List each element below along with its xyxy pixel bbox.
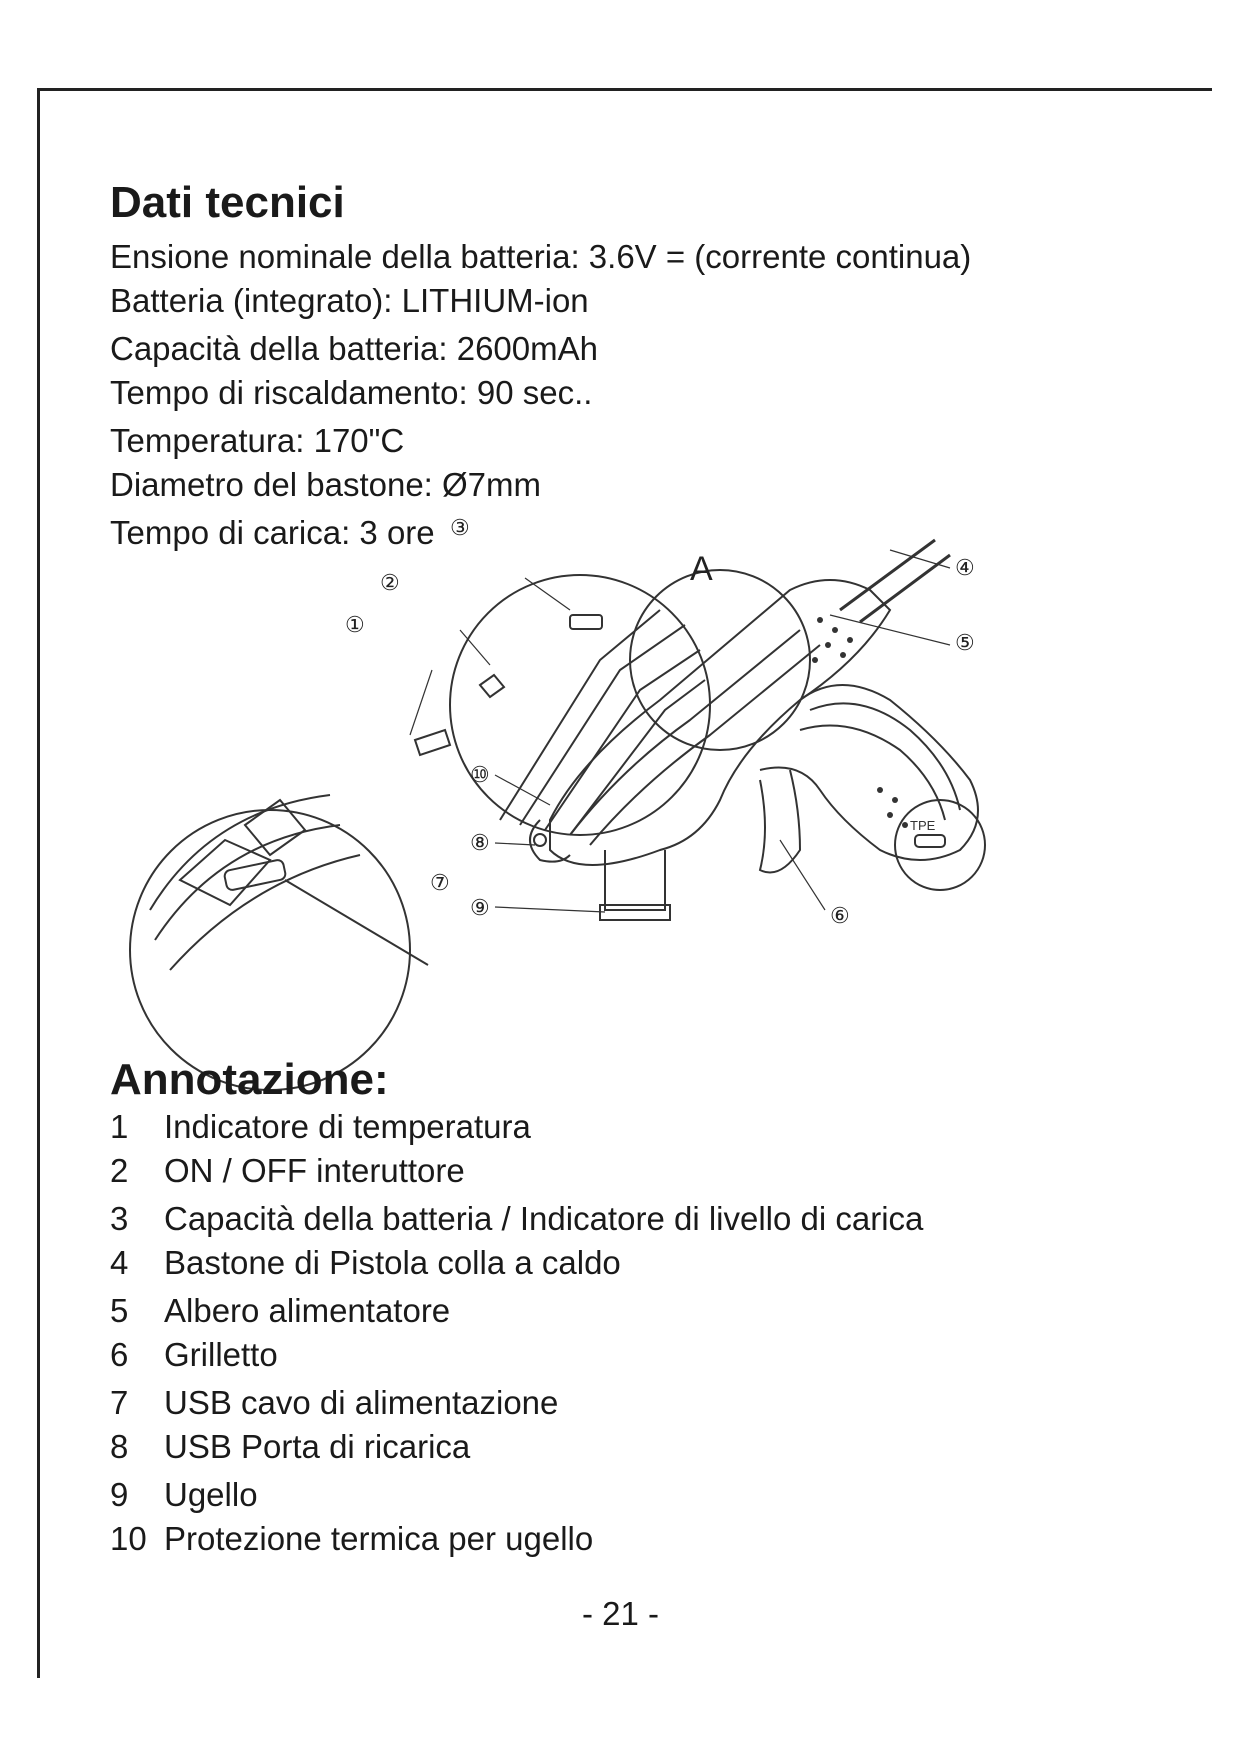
battery-indicator-icon: [570, 615, 602, 629]
specs-title: Dati tecnici: [110, 178, 345, 227]
callout-8: ⑧: [470, 831, 490, 856]
callout-3: ③: [450, 516, 470, 541]
temperature-indicator-icon: [415, 730, 450, 755]
detail-circle-a: [630, 570, 810, 750]
page-number: - 21 -: [581, 1595, 660, 1632]
annotation-item: 2 ON / OFF interuttore: [110, 1152, 465, 1189]
annotations-title: Annotazione:: [110, 1055, 389, 1104]
annotation-item: 7 USB cavo di alimentazione: [110, 1384, 559, 1421]
view-label-a: A: [690, 550, 713, 588]
page-frame-left: [37, 88, 40, 1678]
spec-stick-diameter: Diametro del bastone: Ø7mm: [110, 466, 542, 503]
detail-circle-usb: [130, 810, 410, 1090]
annotation-item: 9 Ugello: [110, 1476, 258, 1513]
callout-6: ⑥: [830, 904, 850, 929]
annotation-item: 10 Protezione termica per ugello: [110, 1520, 594, 1557]
annotation-item: 4 Bastone di Pistola colla a caldo: [110, 1244, 621, 1281]
annotation-item: 8 USB Porta di ricarica: [110, 1428, 471, 1465]
annotation-item: 5 Albero alimentatore: [110, 1292, 451, 1329]
callout-9: ⑨: [470, 896, 490, 921]
spec-charge-time: Tempo di carica: 3 ore: [110, 514, 435, 551]
spec-temperature: Temperatura: 170"C: [110, 422, 405, 459]
spec-capacity: Capacità della batteria: 2600mAh: [110, 330, 598, 367]
annotation-item: 6 Grilletto: [110, 1336, 278, 1373]
spec-heating-time: Tempo di riscaldamento: 90 sec..: [110, 374, 593, 411]
callout-5: ⑤: [955, 631, 975, 656]
annotation-item: 1 Indicatore di temperatura: [110, 1108, 531, 1145]
callout-7: ⑦: [430, 871, 450, 896]
annotation-item: 3 Capacità della batteria / Indicatore di livello di carica: [110, 1200, 924, 1237]
power-switch-icon: [480, 675, 504, 697]
device-marking: TPE: [910, 818, 936, 833]
detail-circle-usb-small: [895, 800, 985, 890]
callout-4: ④: [955, 556, 975, 581]
callout-2: ②: [380, 571, 400, 596]
callout-10: ⑩: [470, 763, 490, 788]
spec-voltage: Ensione nominale della batteria: 3.6V = (corrente continua): [110, 238, 972, 275]
callout-1: ①: [345, 613, 365, 638]
page-frame-top: [37, 88, 1212, 91]
spec-battery-type: Batteria (integrato): LITHIUM-ion: [110, 282, 589, 319]
